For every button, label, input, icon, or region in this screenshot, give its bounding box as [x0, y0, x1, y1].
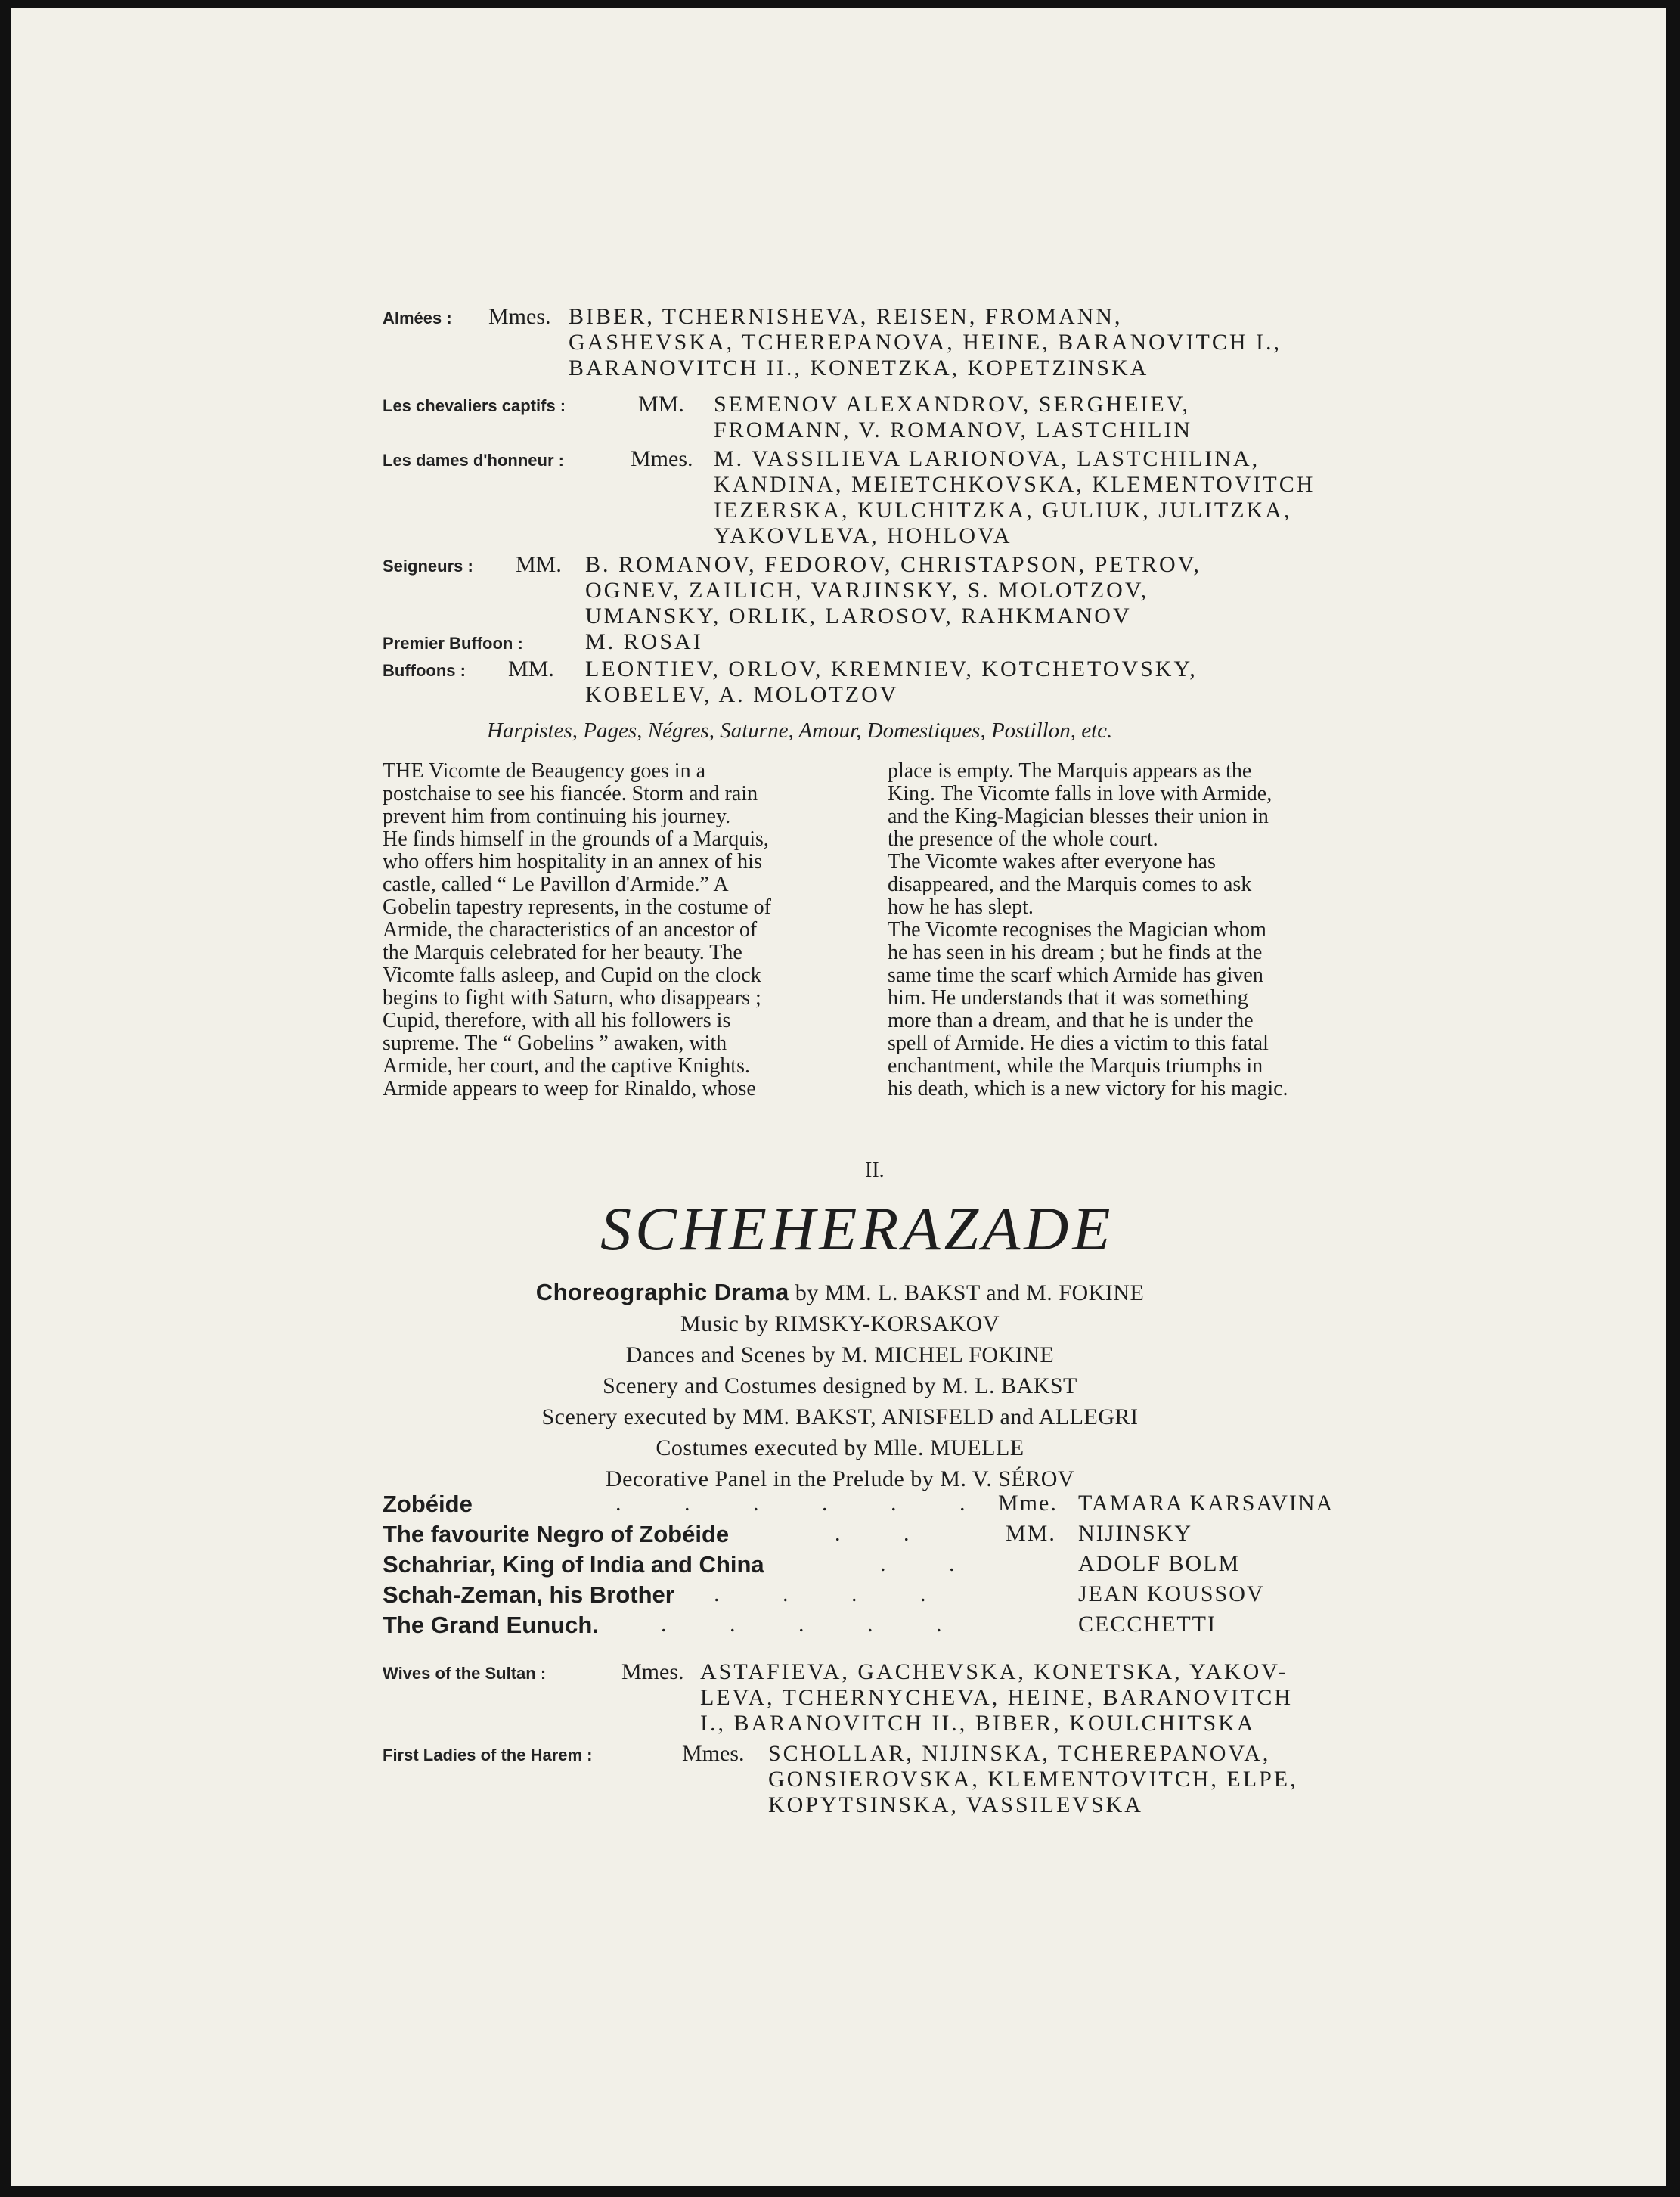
cast-names-block	[585, 552, 1201, 629]
cast-names-line: UMANSKY, ORLIK, LAROSOV, RAHKMANOV	[585, 604, 1132, 628]
cast-prefix: Mmes.	[682, 1741, 745, 1766]
synopsis-right-column	[888, 760, 1372, 1100]
cast-names-line: GASHEVSKA, TCHEREPANOVA, HEINE, BARANOVITCH I.,	[569, 330, 1282, 355]
cast-names-line: SCHOLLAR, NIJINSKA, TCHEREPANOVA,	[768, 1741, 1271, 1766]
cast-names-line: SEMENOV ALEXANDROV, SERGHEIEV,	[714, 392, 1191, 417]
cast-group-seigneurs	[383, 557, 473, 576]
ballet-title: SCHEHERAZADE	[600, 1194, 1114, 1263]
leader-dots: . . . .	[714, 1581, 955, 1606]
synopsis-line: place is empty. The Marquis appears as the	[888, 759, 1252, 783]
cast-names-line: I., BARANOVITCH II., BIBER, KOULCHITSKA	[700, 1711, 1256, 1736]
leader-dots: . .	[880, 1551, 984, 1576]
credit-line: Decorative Panel in the Prelude by M. V. SÉROV	[605, 1466, 1075, 1491]
extras-line: Harpistes, Pages, Négres, Saturne, Amour, Domestiques, Postillon, etc.	[487, 718, 1113, 743]
cast-names-line: KANDINA, MEIETCHKOVSKA, KLEMENTOVITCH	[714, 472, 1316, 497]
role-name: Zobéide	[383, 1491, 473, 1517]
role-name: Schahriar, King of India and China	[383, 1551, 764, 1578]
synopsis-line: enchantment, while the Marquis triumphs in	[888, 1054, 1263, 1078]
cast-group-premier-buffoon	[383, 634, 523, 653]
synopsis-line: his death, which is a new victory for his magic.	[888, 1077, 1288, 1100]
credit-line: Costumes executed by Mlle. MUELLE	[656, 1435, 1024, 1460]
synopsis-line: disappeared, and the Marquis comes to ask	[888, 873, 1252, 896]
synopsis-line: The Vicomte recognises the Magician whom	[888, 918, 1266, 942]
synopsis-line: Armide, her court, and the captive Knights.	[383, 1054, 750, 1078]
cast-names-line: YAKOVLEVA, HOHLOVA	[714, 523, 1012, 548]
cast-names-block	[585, 629, 703, 655]
synopsis-line: castle, called “ Le Pavillon d'Armide.” A	[383, 873, 729, 896]
synopsis-line: same time the scarf which Armide has given	[888, 964, 1263, 987]
actor-name: CECCHETTI	[1078, 1612, 1217, 1637]
synopsis-line: Vicomte falls asleep, and Cupid on the clock	[383, 964, 761, 987]
synopsis-line: He finds himself in the grounds of a Marquis,	[383, 827, 769, 851]
cast-names-line: OGNEV, ZAILICH, VARJINSKY, S. MOLOTZOV,	[585, 578, 1149, 603]
leader-dots: . . . . .	[661, 1612, 971, 1637]
cast-names-block	[569, 330, 1282, 381]
cast-label: First Ladies of the Harem :	[383, 1745, 593, 1764]
cast-names-line: LEVA, TCHERNYCHEVA, HEINE, BARANOVITCH	[700, 1685, 1294, 1710]
cast-prefix: MM.	[638, 392, 684, 417]
cast-prefix: Mmes.	[631, 446, 693, 471]
cast-names-block	[714, 446, 1315, 549]
synopsis-line: more than a dream, and that he is under the	[888, 1009, 1254, 1032]
synopsis-line: Cupid, therefore, with all his followers is	[383, 1009, 731, 1032]
role-name: The Grand Eunuch.	[383, 1612, 599, 1638]
cast-label: Les chevaliers captifs :	[383, 396, 566, 415]
cast-group-almees	[383, 309, 452, 328]
cast-names-block	[585, 656, 1198, 708]
credit-text: by MM. L. BAKST and M. FOKINE	[789, 1280, 1145, 1305]
program-page	[11, 8, 1666, 2186]
credits-block	[0, 1277, 1680, 1494]
credit-label: Choreographic Drama	[535, 1279, 789, 1305]
synopsis-line: Gobelin tapestry represents, in the costume of	[383, 895, 771, 919]
cast-names-line: M. VASSILIEVA LARIONOVA, LASTCHILINA,	[714, 446, 1260, 471]
cast-group-chevaliers	[383, 396, 566, 416]
synopsis-line: THE Vicomte de Beaugency goes in a	[383, 759, 705, 783]
actor-name: JEAN KOUSSOV	[1078, 1581, 1265, 1606]
actor-name: ADOLF BOLM	[1078, 1551, 1241, 1576]
cast-label: Wives of the Sultan :	[383, 1664, 547, 1683]
synopsis-line: him. He understands that it was something	[888, 986, 1248, 1010]
synopsis-line: prevent him from continuing his journey.	[383, 805, 731, 828]
synopsis-left-column	[383, 760, 862, 1100]
cast-label: Seigneurs :	[383, 557, 473, 576]
cast-names-line: B. ROMANOV, FEDOROV, CHRISTAPSON, PETROV,	[585, 552, 1201, 577]
cast-group-wives	[383, 1664, 546, 1683]
cast-prefix: Mmes.	[488, 304, 551, 329]
synopsis-line: King. The Vicomte falls in love with Armide,	[888, 782, 1272, 805]
synopsis-line: spell of Armide. He dies a victim to this fatal	[888, 1032, 1269, 1055]
cast-prefix: MM.	[508, 656, 554, 681]
synopsis-line: The Vicomte wakes after everyone has	[888, 850, 1216, 874]
synopsis-line: postchaise to see his fiancée. Storm and rain	[383, 782, 758, 805]
credit-line: Music by RIMSKY-KORSAKOV	[680, 1311, 1000, 1336]
leader-dots: . . . . . .	[615, 1491, 994, 1516]
cast-group-dames	[383, 451, 564, 470]
cast-names-block	[700, 1659, 1293, 1736]
cast-names-line: GONSIEROVSKA, KLEMENTOVITCH, ELPE,	[768, 1767, 1298, 1792]
synopsis-line: who offers him hospitality in an annex of his	[383, 850, 762, 874]
cast-names-line: KOPYTSINSKA, VASSILEVSKA	[768, 1792, 1143, 1817]
synopsis-line: supreme. The “ Gobelins ” awaken, with	[383, 1032, 727, 1055]
synopsis-line: how he has slept.	[888, 895, 1034, 919]
synopsis-line: he has seen in his dream ; but he finds at the	[888, 941, 1263, 964]
synopsis-line: and the King-Magician blesses their union in	[888, 805, 1269, 828]
synopsis-line: Armide appears to weep for Rinaldo, whose	[383, 1077, 756, 1100]
cast-names-block	[768, 1741, 1298, 1818]
cast-names-line: BIBER, TCHERNISHEVA, REISEN, FROMANN,	[569, 304, 1123, 329]
cast-names-line: IEZERSKA, KULCHITZKA, GULIUK, JULITZKA,	[714, 498, 1292, 523]
actor-name: TAMARA KARSAVINA	[1078, 1491, 1334, 1516]
cast-names-line: LEONTIEV, ORLOV, KREMNIEV, KOTCHETOVSKY,	[585, 656, 1198, 681]
synopsis-line: the presence of the whole court.	[888, 827, 1158, 851]
cast-prefix: Mmes.	[621, 1659, 684, 1684]
cast-group-buffoons	[383, 661, 466, 681]
synopsis-line: begins to fight with Saturn, who disappears ;	[383, 986, 761, 1010]
cast-names-line: M. ROSAI	[585, 629, 703, 654]
cast-label: Almées :	[383, 309, 452, 327]
cast-label: Premier Buffoon :	[383, 634, 523, 653]
cast-names-block	[569, 304, 1370, 330]
cast-group-first-ladies	[383, 1745, 593, 1765]
cast-names-line: KOBELEV, A. MOLOTZOV	[585, 682, 899, 707]
cast-label: Buffoons :	[383, 661, 466, 680]
part-number: II.	[865, 1159, 885, 1182]
cast-names-line: FROMANN, V. ROMANOV, LASTCHILIN	[714, 417, 1193, 442]
credit-line: Dances and Scenes by M. MICHEL FOKINE	[625, 1342, 1055, 1367]
actor-title: MM.	[1006, 1521, 1056, 1546]
synopsis-line: the Marquis celebrated for her beauty. The	[383, 941, 742, 964]
cast-names-line: BARANOVITCH II., KONETZKA, KOPETZINSKA	[569, 355, 1149, 380]
synopsis-line: Armide, the characteristics of an ancestor of	[383, 918, 758, 942]
cast-label: Les dames d'honneur :	[383, 451, 564, 470]
actor-name: NIJINSKY	[1078, 1521, 1192, 1546]
cast-prefix: MM.	[516, 552, 562, 577]
role-name: Schah-Zeman, his Brother	[383, 1581, 674, 1608]
cast-names-block	[714, 392, 1192, 443]
role-name: The favourite Negro of Zobéide	[383, 1521, 730, 1547]
credit-line: Scenery executed by MM. BAKST, ANISFELD and ALLEGRI	[541, 1404, 1139, 1429]
credit-line: Scenery and Costumes designed by M. L. BAKST	[603, 1373, 1077, 1398]
actor-title: Mme.	[998, 1491, 1058, 1516]
cast-names-line: ASTAFIEVA, GACHEVSKA, KONETSKA, YAKOV-	[700, 1659, 1288, 1684]
credit-line-choreographic	[0, 1277, 1680, 1308]
leader-dots: . .	[835, 1521, 938, 1546]
